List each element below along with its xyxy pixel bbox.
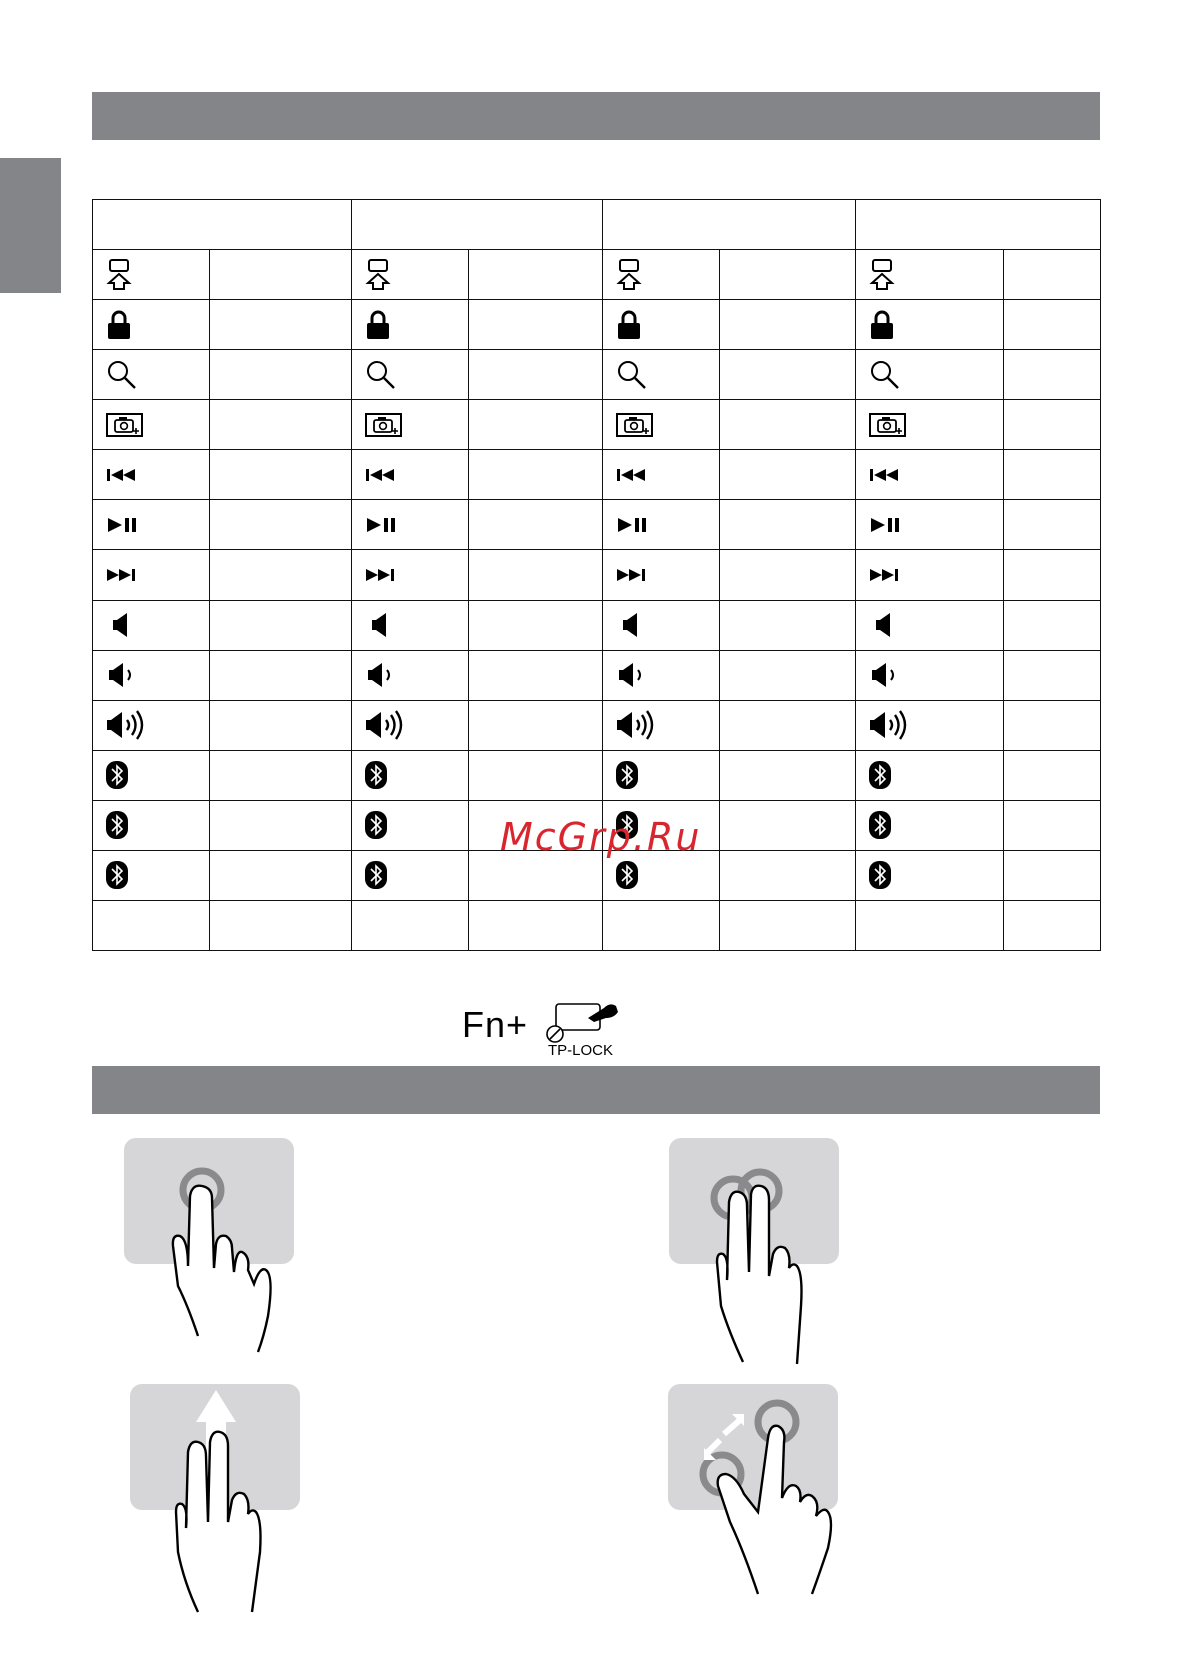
previous-track-icon [868, 467, 1003, 483]
icon-cell [603, 450, 720, 500]
icon-cell [856, 250, 1004, 300]
icon-cell [352, 450, 469, 500]
function-cell [469, 750, 603, 800]
search-icon [364, 358, 468, 392]
volume-up-icon [615, 709, 719, 741]
mode-switch-icon [364, 258, 468, 292]
icon-cell [93, 550, 210, 600]
icon-cell [93, 900, 210, 950]
table-row [93, 300, 1101, 350]
icon-cell [352, 250, 469, 300]
function-cell [720, 600, 856, 650]
play-pause-icon [868, 516, 1003, 534]
bluetooth-3-icon [105, 860, 209, 890]
bluetooth-2-icon [105, 810, 209, 840]
function-cell [210, 850, 352, 900]
tp-lock-label: TP-LOCK [548, 1042, 614, 1059]
bluetooth-1-icon [105, 760, 209, 790]
header-cell [93, 200, 352, 250]
fn-label: Fn+ [462, 1004, 529, 1045]
icon-cell [856, 400, 1004, 450]
function-cell [1004, 250, 1101, 300]
function-cell [1004, 500, 1101, 550]
icon-cell [603, 400, 720, 450]
function-cell [1004, 600, 1101, 650]
table-row [93, 400, 1101, 450]
function-cell [1004, 850, 1101, 900]
icon-cell [856, 850, 1004, 900]
icon-cell [603, 300, 720, 350]
touchpad-lock-icon [546, 998, 626, 1044]
mute-icon [105, 612, 209, 638]
previous-track-icon [364, 467, 468, 483]
icon-cell [93, 850, 210, 900]
icon-cell [856, 600, 1004, 650]
gesture-one-finger-tap [118, 1136, 308, 1356]
icon-cell [603, 500, 720, 550]
gesture-two-finger-scroll [128, 1382, 308, 1614]
function-cell [1004, 400, 1101, 450]
icon-cell [603, 350, 720, 400]
function-cell [469, 350, 603, 400]
gesture-two-finger-tap [665, 1136, 855, 1368]
icon-cell [352, 750, 469, 800]
header-cell [603, 200, 856, 250]
mode-switch-icon [105, 258, 209, 292]
icon-cell [603, 550, 720, 600]
search-icon [105, 358, 209, 392]
lock-icon [105, 309, 209, 341]
bluetooth-2-icon [364, 810, 468, 840]
play-pause-icon [364, 516, 468, 534]
icon-cell [856, 350, 1004, 400]
mute-icon [868, 612, 1003, 638]
function-cell [1004, 450, 1101, 500]
next-track-icon [105, 567, 209, 583]
function-cell [469, 300, 603, 350]
bluetooth-1-icon [364, 760, 468, 790]
icon-cell [352, 550, 469, 600]
function-cell [1004, 800, 1101, 850]
function-cell [1004, 900, 1101, 950]
function-cell [720, 900, 856, 950]
mode-switch-icon [868, 258, 1003, 292]
table-row [93, 900, 1101, 950]
icon-cell [93, 800, 210, 850]
volume-down-icon [615, 662, 719, 688]
function-cell [1004, 350, 1101, 400]
table-row [93, 700, 1101, 750]
function-cell [1004, 750, 1101, 800]
icon-cell [856, 550, 1004, 600]
icon-cell [352, 700, 469, 750]
function-cell [720, 750, 856, 800]
function-cell [210, 350, 352, 400]
bluetooth-3-icon [364, 860, 468, 890]
previous-track-icon [105, 467, 209, 483]
function-cell [210, 400, 352, 450]
icon-cell [352, 350, 469, 400]
icon-cell [352, 400, 469, 450]
table-row [93, 750, 1101, 800]
volume-down-icon [868, 662, 1003, 688]
header-cell [856, 200, 1101, 250]
header-bar-bottom [92, 1066, 1100, 1114]
screenshot-icon [868, 411, 1003, 439]
watermark: McGrp.Ru [500, 815, 702, 859]
search-icon [615, 358, 719, 392]
bluetooth-1-icon [615, 760, 719, 790]
icon-cell [93, 400, 210, 450]
table-row [93, 250, 1101, 300]
function-cell [720, 800, 856, 850]
mode-switch-icon [615, 258, 719, 292]
lock-icon [364, 309, 468, 341]
screenshot-icon [105, 411, 209, 439]
icon-cell [352, 800, 469, 850]
icon-cell [856, 750, 1004, 800]
function-cell [469, 500, 603, 550]
next-track-icon [868, 567, 1003, 583]
icon-cell [856, 800, 1004, 850]
icon-cell [603, 700, 720, 750]
icon-cell [352, 900, 469, 950]
function-cell [720, 250, 856, 300]
icon-cell [93, 600, 210, 650]
function-cell [720, 350, 856, 400]
function-cell [469, 900, 603, 950]
function-cell [469, 450, 603, 500]
volume-up-icon [364, 709, 468, 741]
function-cell [1004, 650, 1101, 700]
icon-cell [856, 500, 1004, 550]
function-cell [210, 750, 352, 800]
mute-icon [615, 612, 719, 638]
bluetooth-3-icon [615, 860, 719, 890]
screenshot-icon [364, 411, 468, 439]
function-cell [469, 400, 603, 450]
function-cell [210, 700, 352, 750]
mute-icon [364, 612, 468, 638]
function-cell [720, 550, 856, 600]
table-row [93, 550, 1101, 600]
function-cell [469, 600, 603, 650]
table-row [93, 650, 1101, 700]
table-row [93, 450, 1101, 500]
play-pause-icon [105, 516, 209, 534]
function-cell [210, 450, 352, 500]
icon-cell [93, 300, 210, 350]
table-row [93, 350, 1101, 400]
volume-down-icon [105, 662, 209, 688]
icon-cell [856, 300, 1004, 350]
icon-cell [352, 850, 469, 900]
gesture-pinch-zoom [664, 1382, 864, 1596]
function-cell [210, 550, 352, 600]
function-cell [720, 850, 856, 900]
side-tab [0, 158, 61, 293]
function-cell [720, 700, 856, 750]
icon-cell [856, 900, 1004, 950]
icon-cell [352, 600, 469, 650]
function-cell [1004, 550, 1101, 600]
volume-down-icon [364, 662, 468, 688]
search-icon [868, 358, 1003, 392]
previous-track-icon [615, 467, 719, 483]
bluetooth-2-icon [868, 810, 1003, 840]
icon-cell [856, 700, 1004, 750]
function-cell [210, 600, 352, 650]
function-cell [720, 650, 856, 700]
lock-icon [615, 309, 719, 341]
icon-cell [856, 450, 1004, 500]
function-cell [469, 650, 603, 700]
function-cell [210, 900, 352, 950]
icon-cell [93, 750, 210, 800]
next-track-icon [615, 567, 719, 583]
icon-cell [603, 250, 720, 300]
function-cell [720, 400, 856, 450]
table-row [93, 500, 1101, 550]
function-cell [210, 250, 352, 300]
bluetooth-3-icon [868, 860, 1003, 890]
icon-cell [603, 750, 720, 800]
function-cell [210, 650, 352, 700]
icon-cell [93, 700, 210, 750]
table-header-row [93, 200, 1101, 250]
screenshot-icon [615, 411, 719, 439]
play-pause-icon [615, 516, 719, 534]
icon-cell [352, 500, 469, 550]
function-cell [210, 800, 352, 850]
table-row [93, 600, 1101, 650]
icon-cell [856, 650, 1004, 700]
icon-cell [352, 300, 469, 350]
function-cell [210, 500, 352, 550]
function-cell [469, 250, 603, 300]
function-cell [210, 300, 352, 350]
icon-cell [93, 650, 210, 700]
icon-cell [93, 450, 210, 500]
function-cell [720, 300, 856, 350]
header-cell [352, 200, 603, 250]
icon-cell [93, 500, 210, 550]
bluetooth-1-icon [868, 760, 1003, 790]
icon-cell [603, 600, 720, 650]
function-cell [720, 500, 856, 550]
function-cell [469, 700, 603, 750]
volume-up-icon [868, 709, 1003, 741]
lock-icon [868, 309, 1003, 341]
next-track-icon [364, 567, 468, 583]
icon-cell [93, 250, 210, 300]
icon-cell [603, 650, 720, 700]
fn-tp-lock-combo [462, 996, 632, 1060]
function-cell [1004, 300, 1101, 350]
icon-cell [603, 900, 720, 950]
volume-up-icon [105, 709, 209, 741]
function-cell [720, 450, 856, 500]
icon-cell [352, 650, 469, 700]
icon-cell [93, 350, 210, 400]
function-cell [1004, 700, 1101, 750]
header-bar-top [92, 92, 1100, 140]
function-cell [469, 550, 603, 600]
